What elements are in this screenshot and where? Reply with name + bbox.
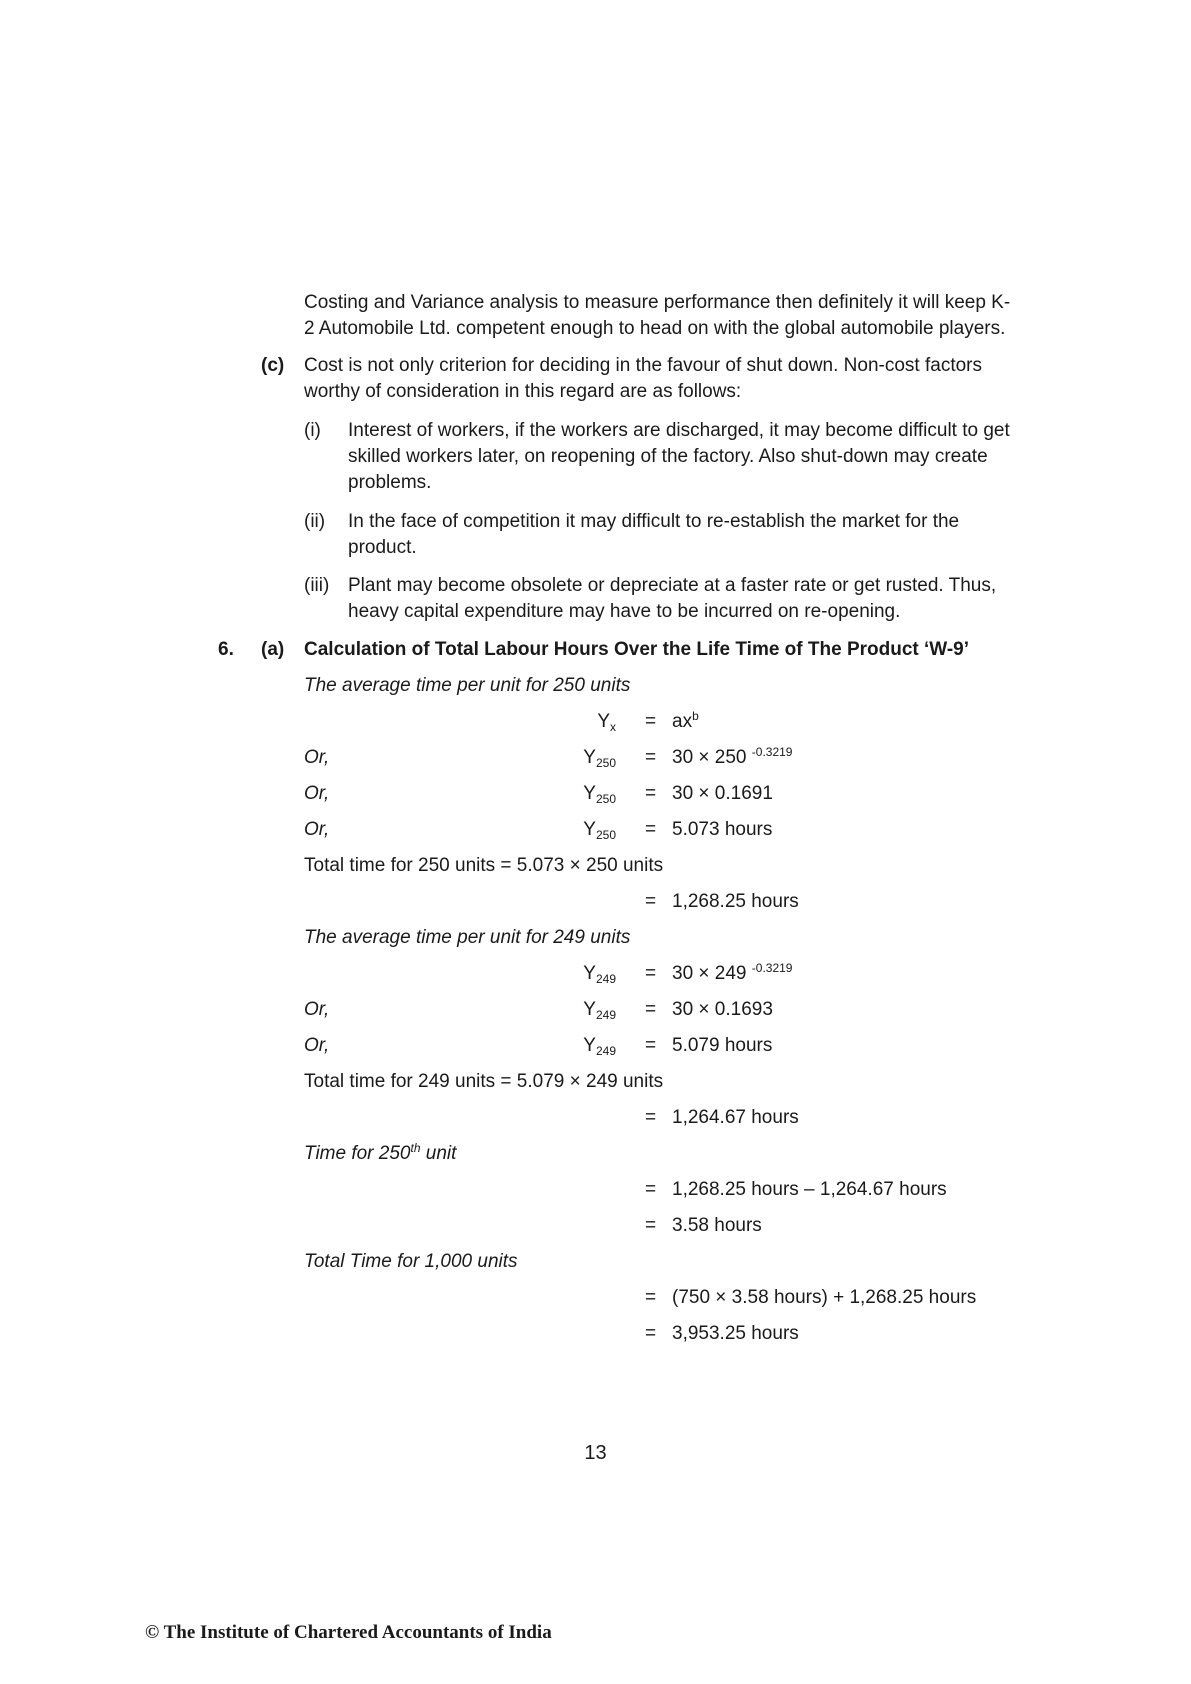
intro-line-2: 2 Automobile Ltd. competent enough to head on with the global automobile players. [304,318,1006,339]
eq-250-3 [304,817,1004,843]
eq-250-1-symbol: $Y_{250}$ [583,747,616,770]
eq-249-2-symbol: $Y_{249}$ [583,999,616,1022]
eq-249-1-rhs: 30 × 249 $^{-0.3219}$ [672,961,793,984]
question-part: (a) [261,639,285,660]
eq-250-2-or: Or, [304,783,330,804]
eq-249-3 [304,1033,1004,1059]
total-1000-calc-row [304,1285,1004,1311]
part-c-line-2: worthy of consideration in this regard are as follows: [304,381,742,402]
item-ii-line-2: product. [348,537,417,558]
item-i-num: (i) [304,420,321,441]
unit-250-calc-sign: = [645,1179,657,1200]
total-1000-value-sign: = [645,1323,657,1344]
item-iii-line-1: Plant may become obsolete or depreciate at a faster rate or get rusted. Thus, [348,575,997,596]
eq-249-3-sign: = [645,1035,657,1056]
total-249-sign: = [645,1107,657,1128]
unit-250-label: Time for 250th unit [304,1141,457,1164]
eq-250-2 [304,781,1004,807]
part-c-line-1: Cost is not only criterion for deciding in the favour of shut down. Non-cost factors [304,355,982,376]
total-1000-calc: (750 × 3.58 hours) + 1,268.25 hours [672,1287,977,1308]
item-ii-line-1: In the face of competition it may difficult to re-establish the market for the [348,511,960,532]
eq-250-2-rhs: 30 × 0.1691 [672,783,773,804]
total-250-value: 1,268.25 hours [672,891,799,912]
total-250-row [304,889,1004,915]
item-ii-text [348,509,1014,561]
item-iii-text [348,573,1014,625]
item-i-line-3: problems. [348,472,432,493]
page-number: 13 [584,1442,607,1464]
eq-249-2-sign: = [645,999,657,1020]
total-1000-calc-sign: = [645,1287,657,1308]
avg-250-label: The average time per unit for 250 units [304,675,631,696]
eq-249-1-symbol: $Y_{249}$ [583,963,616,986]
eq-250-2-symbol: $Y_{250}$ [583,783,616,806]
unit-250-value-sign: = [645,1215,657,1236]
eq-250-3-symbol: $Y_{250}$ [583,819,616,842]
eq-249-3-symbol: $Y_{249}$ [583,1035,616,1058]
part-c-label: (c) [261,355,285,376]
total-1000-value-row [304,1321,1004,1347]
eq-250-3-or: Or, [304,819,330,840]
item-i-line-2: skilled workers later, on reopening of the factory. Also shut-down may create [348,446,988,467]
eq-250-2-sign: = [645,783,657,804]
eq-yx [304,709,1004,735]
item-ii-num: (ii) [304,511,326,532]
eq-249-2-or: Or, [304,999,330,1020]
item-i-text [348,418,1014,496]
eq-250-3-rhs: 5.073 hours [672,819,773,840]
eq-yx-symbol: $Y_x$ [597,711,616,734]
total-249-label: Total time for 249 units = 5.079 × 249 units [304,1071,664,1092]
eq-249-1 [304,961,1004,987]
intro-paragraph [304,290,1014,342]
total-250-label: Total time for 250 units = 5.073 × 250 units [304,855,664,876]
question-heading: Calculation of Total Labour Hours Over the Life Time of The Product ‘W-9’ [304,639,970,660]
unit-250-calc: 1,268.25 hours – 1,264.67 hours [672,1179,947,1200]
item-iii-line-2: heavy capital expenditure may have to be incurred on re-opening. [348,601,901,622]
unit-250-value-row [304,1213,1004,1239]
total-249-value: 1,264.67 hours [672,1107,799,1128]
eq-249-3-or: Or, [304,1035,330,1056]
total-249-row [304,1105,1004,1131]
item-i-line-1: Interest of workers, if the workers are discharged, it may become difficult to get [348,420,1010,441]
unit-250-value: 3.58 hours [672,1215,762,1236]
footer-copyright: © The Institute of Chartered Accountants of India [145,1622,552,1643]
total-1000-value: 3,953.25 hours [672,1323,799,1344]
total-250-sign: = [645,891,657,912]
eq-yx-rhs: $ax^b$ [672,709,699,732]
eq-249-2 [304,997,1004,1023]
total-1000-label: Total Time for 1,000 units [304,1251,518,1272]
unit-250-calc-row [304,1177,1004,1203]
eq-250-3-sign: = [645,819,657,840]
eq-250-1 [304,745,1004,771]
question-number: 6. [218,639,234,660]
part-c-text [304,353,1014,405]
intro-line-1: Costing and Variance analysis to measure performance then definitely it will keep K- [304,292,1011,313]
eq-249-2-rhs: 30 × 0.1693 [672,999,773,1020]
eq-250-1-or: Or, [304,747,330,768]
eq-249-1-sign: = [645,963,657,984]
eq-249-3-rhs: 5.079 hours [672,1035,773,1056]
avg-249-label: The average time per unit for 249 units [304,927,631,948]
eq-yx-sign: = [645,711,657,732]
item-iii-num: (iii) [304,575,330,596]
eq-250-1-rhs: 30 × 250 $^{-0.3219}$ [672,745,793,768]
eq-250-1-sign: = [645,747,657,768]
